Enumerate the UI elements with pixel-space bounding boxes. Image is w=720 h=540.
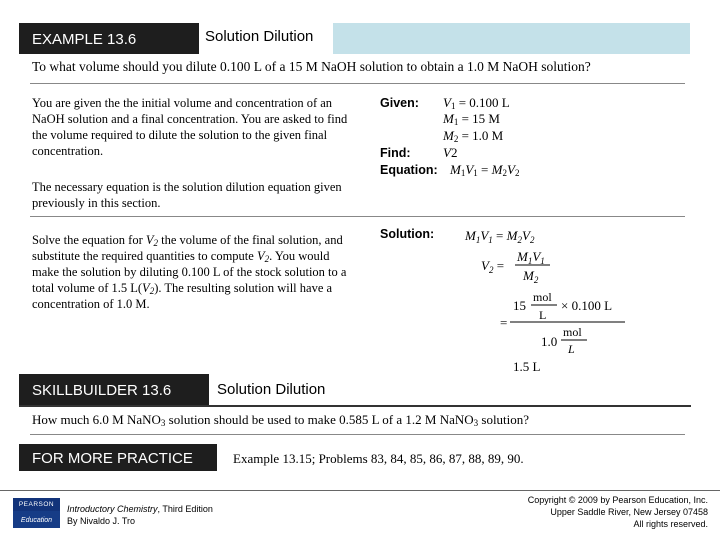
v2-symbol: $V_2$: [145, 233, 159, 248]
example-title: Solution Dilution: [205, 28, 314, 45]
question-divider: [30, 83, 685, 84]
pearson-logo: [13, 498, 60, 528]
skillbuilder-label-box: [19, 374, 209, 405]
given-label: Given:: [380, 96, 419, 110]
book-credit: [67, 503, 213, 527]
given-m2: $M_2 = 1.0$ M: [443, 128, 504, 144]
section-divider: [30, 216, 685, 217]
logo-bottom-text: Education: [20, 517, 53, 524]
skillbuilder-title: Solution Dilution: [217, 381, 326, 398]
find-v2: V2: [443, 145, 458, 160]
skillbuilder-label: SKILLBUILDER 13.6: [32, 382, 172, 399]
equation-label: Equation:: [380, 163, 438, 177]
example-label-box: [19, 23, 199, 54]
footer-divider: [0, 490, 720, 491]
given-m1: $M_1 = 15$ M: [443, 111, 500, 127]
solve-text-c: . You would make the solution by diluting 0.100 L of the stock solution to a total volume of 1.5 L(: [32, 249, 347, 295]
v1-value: × 0.100 L: [561, 298, 613, 313]
given-v1: $V_1 = 0.100$ L: [443, 95, 510, 111]
logo-top-text: PEARSON: [13, 498, 60, 511]
solve-text-a: Solve the equation for: [32, 233, 146, 247]
mol-unit: mol: [533, 290, 552, 304]
solution-line-1: $M_1V_1 = M_2V_2$: [465, 228, 535, 245]
v2-symbol: $V_2$: [256, 249, 270, 264]
book-edition: , Third Edition: [157, 504, 213, 514]
more-practice-label: FOR MORE PRACTICE: [32, 450, 193, 467]
example-label: EXAMPLE 13.6: [32, 31, 137, 48]
liter-unit: L: [539, 308, 547, 322]
solution-math: [455, 225, 685, 375]
copyright-line-3: All rights reserved.: [633, 519, 708, 529]
m2-value: 1.0: [541, 334, 558, 349]
solve-text-d: ). The resulting solution will have a concentration of 1.0 M.: [32, 281, 333, 311]
m1-value: 15: [513, 298, 526, 313]
more-practice-label-box: [19, 444, 217, 471]
more-practice-text: Example 13.15; Problems 83, 84, 85, 86, 87, 88, 89, 90.: [233, 451, 524, 466]
result-value: 1.5 L: [513, 359, 541, 374]
mol-unit: mol: [563, 325, 582, 339]
equals-sign: =: [500, 315, 508, 330]
copyright-line-2: Upper Saddle River, New Jersey 07458: [550, 507, 708, 517]
solution-line-2-num: $M_1V_1$: [517, 249, 545, 266]
copyright-block: [460, 494, 708, 530]
example-question: To what volume should you dilute 0.100 L of a 15 M NaOH solution to obtain a 1.0 M NaOH solution?: [32, 59, 591, 74]
dilution-equation: $M_1V_1 = M_2V_2$: [450, 162, 520, 178]
book-title: Introductory Chemistry: [67, 504, 158, 514]
equation-paragraph: The necessary equation is the solution dilution equation given previously in this section.: [32, 180, 342, 210]
solve-paragraph: [32, 232, 350, 312]
solve-text-b: the volume of the final solution, and substitute the required quantities to compute: [32, 233, 343, 263]
book-author: By Nivaldo J. Tro: [67, 516, 136, 526]
solution-label: Solution:: [380, 227, 435, 241]
solution-line-2-den: $M_2$: [523, 268, 539, 285]
v2-symbol: $V_2$: [142, 281, 155, 296]
skillbuilder-question-divider: [30, 434, 685, 435]
skillbuilder-question: How much 6.0 M NaNO$_3$ solution should be used to make 0.585 L of a 1.2 M NaNO$_3$ solution?: [32, 412, 530, 428]
copyright-line-1: Copyright © 2009 by Pearson Education, Inc.: [527, 495, 708, 505]
liter-unit: L: [568, 342, 575, 356]
title-tab: [199, 23, 333, 54]
skillbuilder-divider: [19, 405, 691, 407]
find-label: Find:: [380, 146, 411, 160]
analysis-paragraph: You are given the the initial volume and concentration of an NaOH solution and a final concentration. You are asked to find the volume required to dilute the solution to the given final concentration.: [32, 96, 348, 158]
solution-line-2-lhs: $V_2$ =: [481, 258, 505, 275]
